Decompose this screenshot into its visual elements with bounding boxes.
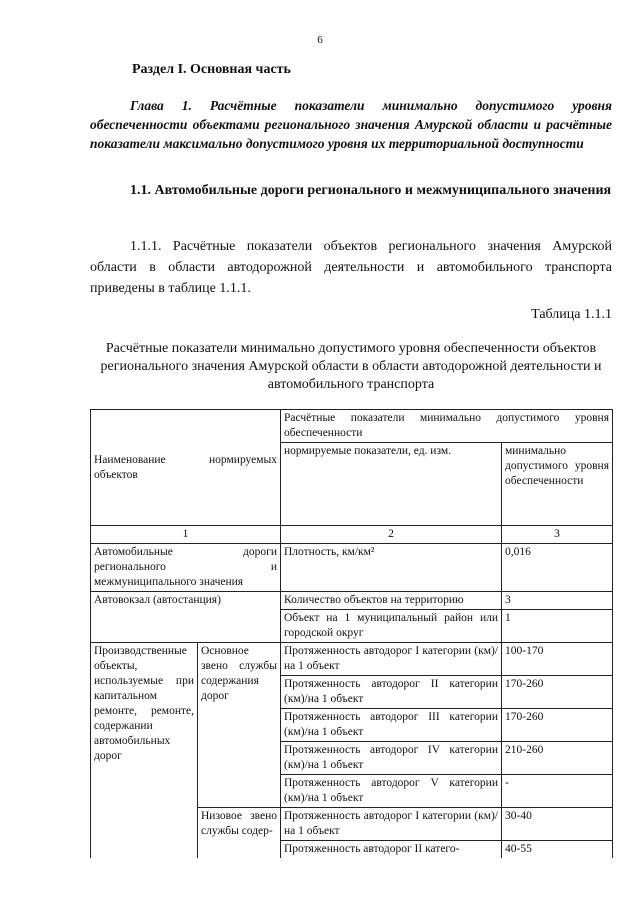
header-group-cell: Расчётные показатели минимально допустимого уровня обеспеченности (281, 410, 613, 443)
page-number: 6 (317, 34, 323, 46)
value-cell: - (502, 775, 613, 808)
subsection-title: 1.1. Автомобильные дороги регионального и межмуниципального значения (130, 183, 612, 198)
column-number: 1 (91, 526, 281, 544)
service-level-cell: Основное звено службы содержания дорог (198, 643, 281, 808)
object-name-cell: Автомобильные дороги регионального и межмуниципального значения (91, 544, 281, 592)
indicator-cell: Плотность, км/км² (281, 544, 502, 592)
column-number: 3 (502, 526, 613, 544)
value-cell: 170-260 (502, 676, 613, 709)
indicator-cell: Объект на 1 муниципальный район или городской округ (281, 610, 502, 643)
value-cell: 3 (502, 592, 613, 610)
column-number-row (91, 526, 613, 544)
value-cell: 40-55 (502, 841, 613, 859)
service-level-cell: Низовое звено службы содер- (198, 808, 281, 859)
object-name-cell: Автовокзал (автостанция) (91, 592, 281, 643)
value-cell: 0,016 (502, 544, 613, 592)
header-object-word: Наименование (94, 453, 166, 466)
table-caption: Расчётные показатели минимально допустимого уровня обеспеченности объектов регионального значения Амурской области в области автодорожной деятельности и автомобильного транспорта (100, 341, 602, 392)
object-name-cell: Производственные объекты, используемые при капитальном ремонте, ремонте, содержании автомобильных дорог (91, 643, 198, 859)
header-indicator-cell: нормируемые показатели, ед. изм. (281, 443, 502, 526)
table-header-row (91, 410, 613, 443)
table-row (91, 643, 613, 676)
indicator-cell: Протяженность автодорог I категории (км)/на 1 объект (281, 808, 502, 841)
chapter-title: Глава 1. Расчётные показатели минимально допустимого уровня обеспеченности объектами регионального значения Амурской области и расчётные показатели максимально допустимого уровня их территориальной доступности (90, 98, 612, 151)
indicator-cell: Протяженность автодорог II катего- (281, 841, 502, 859)
value-cell: 30-40 (502, 808, 613, 841)
header-object-word: нормируемых (209, 453, 277, 466)
indicator-cell: Протяженность автодорог I категории (км)/на 1 объект (281, 643, 502, 676)
section-title: Раздел I. Основная часть (132, 62, 291, 77)
value-cell: 170-260 (502, 709, 613, 742)
table-label: Таблица 1.1.1 (531, 307, 612, 322)
norms-table (90, 409, 613, 858)
value-cell: 1 (502, 610, 613, 643)
indicator-cell: Протяженность автодорог II категории (км)/на 1 объект (281, 676, 502, 709)
value-cell: 210-260 (502, 742, 613, 775)
value-cell: 100-170 (502, 643, 613, 676)
header-min-level-cell: минимально допустимого уровня обеспеченности (502, 443, 613, 526)
indicator-cell: Протяженность автодорог V категории (км)/на 1 объект (281, 775, 502, 808)
header-object-cell (91, 410, 281, 526)
indicator-cell: Протяженность автодорог III категории (км)/на 1 объект (281, 709, 502, 742)
body-paragraph: 1.1.1. Расчётные показатели объектов регионального значения Амурской области в области автодорожной деятельности и автомобильного транспорта приведены в таблице 1.1.1. (90, 239, 612, 296)
table-row (91, 592, 613, 610)
header-object-word: объектов (94, 468, 138, 481)
table-row (91, 544, 613, 592)
indicator-cell: Количество объектов на территорию (281, 592, 502, 610)
column-number: 2 (281, 526, 502, 544)
indicator-cell: Протяженность автодорог IV категории (км)/на 1 объект (281, 742, 502, 775)
